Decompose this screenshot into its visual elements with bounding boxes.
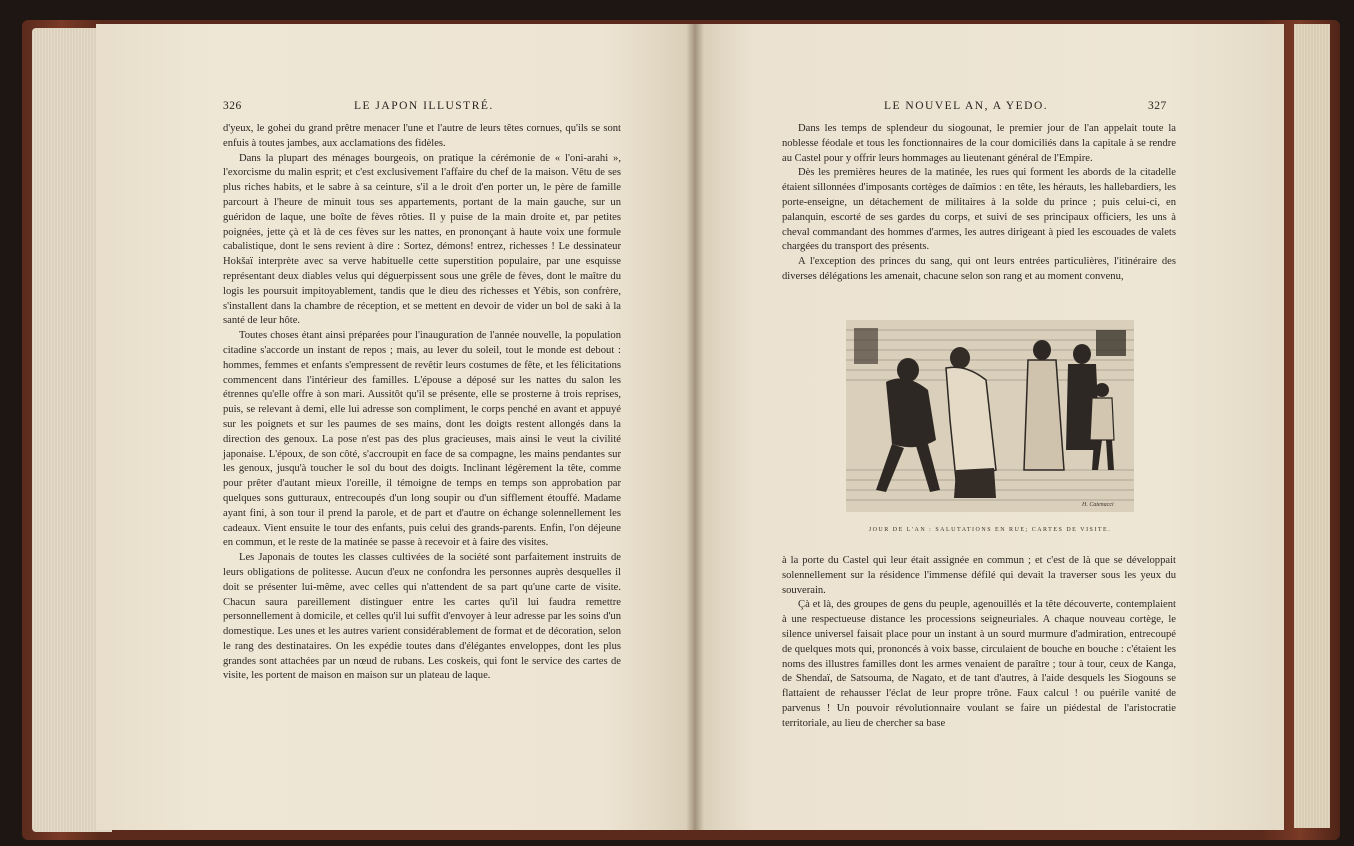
left-body-text [223,122,621,684]
paragraph: Dans les temps de splendeur du siogounat, le premier jour de l'an appelait toute la noblesse féodale et tous les fonctionnaires de la cour domiciliés dans la capitale à se rendre au Castel pour y offrir leurs hommages au lieutenant général de l'Empire. [782,123,1176,164]
page-edges-right [1294,24,1330,828]
paragraph: Les Japonais de toutes les classes cultivées de la société sont parfaitement instruits de leurs obligations de politesse. Aucun d'eux ne confondra les personnes auprès desquelles il doit se présenter lui-même, avec celles qui n'attendent de sa part qu'une carte de visite. Chacun saura pareillement distinguer entre les cartes qu'il lui faudra remettre personnellement à domicile, et celles qu'il lui suffit d'envoyer à leur adresse par les soins d'un domestique. Les unes et les autres varient considérablement de format et de décoration, selon le rang des destinataires. On les expédie toutes dans d'élégantes enveloppes, dont les plus grandes sont attachées par un nœud de rubans. Les coskeis, qui font le service des cartes de visite, les portent de maison en maison sur un plateau de laque. [223,552,621,682]
lantern [854,328,878,364]
right-body-text-top [782,122,1176,285]
right-body-text-bottom [782,554,1176,732]
paragraph: Dès les premières heures de la matinée, les rues qui forment les abords de la citadelle étaient sillonnées d'imposants cortèges de daïmios : en tête, les hérauts, les hallebardiers, les porte-enseigne, un détachement de militaires à la solde du prince ; puis celui-ci, en palanquin, escorté de ses gardes du corps, et suivi de ses principaux officiers, les uns à cheval commandant des hommes d'armes, les autres dirigeant à pied les escouades de valets chargées du transport des présents. [782,167,1176,253]
engraver-signature: H. Catenacci [1082,502,1114,508]
paragraph: Dans la plupart des ménages bourgeois, on pratique la cérémonie de « l'oni-arahi », l'exorcisme du malin esprit; et c'est exclusivement l'affaire du chef de la maison. Vêtu de ses plus riches habits, et le sabre à sa ceinture, s'il a le droit d'en porter un, le père de famille parcourt à l'heure de minuit tous ses appartements, portant de la main gauche, sur un guéridon de laque, une boîte de fèves rôties. Il y puise de la main droite et, par petites poignées, jette çà et là de ces fèves sur les nattes, en prononçant à haute voix une formule cabalistique, dont le sens revient à dire : Sortez, démons! entrez, richesses ! Le dessinateur Hokšaï interprète avec sa verve habituelle cette superstition populaire, par une esquisse représentant deux diables velus qui déguerpissent sous une grêle de fèves, dont le maître du logis les poursuit impitoyablement, tandis que le dieu des richesses et Yébis, son confrère, s'installent dans la chambre de réception, et se mettent en devoir de vider un bol de saki à la santé de leur hôte. [223,152,621,327]
figure-caption: JOUR DE L'AN : SALUTATIONS EN RUE; CARTES DE VISITE. [868,527,1112,533]
right-page [694,24,1284,830]
right-folio: 327 [1148,100,1167,112]
paragraph: Çà et là, des groupes de gens du peuple, agenouillés et la tête découverte, contemplaient à une respectueuse distance les processions seigneuriales. A chaque nouveau cortège, le silence universel faisait place pour un instant à un sourd murmure d'admiration, entrecoupé de quelques mots qui, prononcés à voix basse, circulaient de bouche en bouche : c'étaient les noms des illustres familles dont les armes venaient de paraître ; tour à tour, ceux de Kanga, de Shendaï, de Satsouma, de Nagato, et de tant d'autres, à l'aide desquels les Siogouns se flattaient de rehausser l'éclat de leur propre trône. Faux calcul ! ou puérile vanité de parvenus ! Un pouvoir révolutionnaire voulant se faire un piédestal de l'aristocratie territoriale, au lieu de chercher sa base [782,599,1176,729]
right-running-head: LE NOUVEL AN, A YEDO. [884,100,1049,112]
paragraph: Toutes choses étant ainsi préparées pour l'inauguration de l'année nouvelle, la population citadine s'accorde un instant de repos ; mais, au lever du soleil, tout le monde est debout : hommes, femmes et enfants s'empressent de revêtir leurs costumes de fête, et les félicitations commencent dans l'intérieur des familles. L'épouse a déposé sur les nattes du salon les étrennes qu'elle offre à son mari. Aussitôt qu'il se présente, elle se prosterne à trois reprises, puis, se relevant à demi, elle lui adresse son compliment, le corps penché en avant et appuyé sur les poignets et sur les paumes de ses mains, dont les doigts restent allongés dans la direction des genoux. La pose n'est pas des plus gracieuses, mais ainsi le veut la civilité japonaise. L'époux, de son côté, s'accroupit en face de sa compagne, les mains pendantes sur les genoux, jusqu'à toucher le sol du bout des doigts. Inclinant légèrement la tête, comme pour prêter d'autant mieux l'oreille, il témoigne de temps en temps son approbation par quelques sons gutturaux, entrecoupés d'un long soupir ou d'un sifflement étouffé. Madame ayant fini, à son tour il prend la parole, et de part et d'autre on échange solennellement les cadeaux. Vient ensuite le tour des enfants, puis celui des grands-parents. Enfin, l'on déjeune en commun, et le reste de la matinée se passe à recevoir et à faire des visites. [223,330,621,549]
left-running-head: LE JAPON ILLUSTRÉ. [354,100,494,112]
paragraph: d'yeux, le gohei du grand prêtre menacer l'une et l'autre de leurs têtes cornues, qu'ils se sont enfuis à toutes jambes, aux acclamations des fidèles. [223,123,621,149]
engraving-illustration [846,320,1134,512]
book-gutter [686,24,704,830]
left-page [96,24,694,830]
paragraph: à la porte du Castel qui leur était assignée en commun ; et c'est de là que se développait solennellement sur la résidence l'immense défilé qui devait la traverser sous les yeux du souverain. [782,555,1176,596]
box-on-pole [1096,330,1126,356]
open-book [22,14,1340,840]
left-folio: 326 [223,100,242,112]
paragraph: A l'exception des princes du sang, qui ont leurs entrées particulières, l'itinéraire des diverses délégations les amenait, chacune selon son rang et au moment convenu, [782,256,1176,282]
